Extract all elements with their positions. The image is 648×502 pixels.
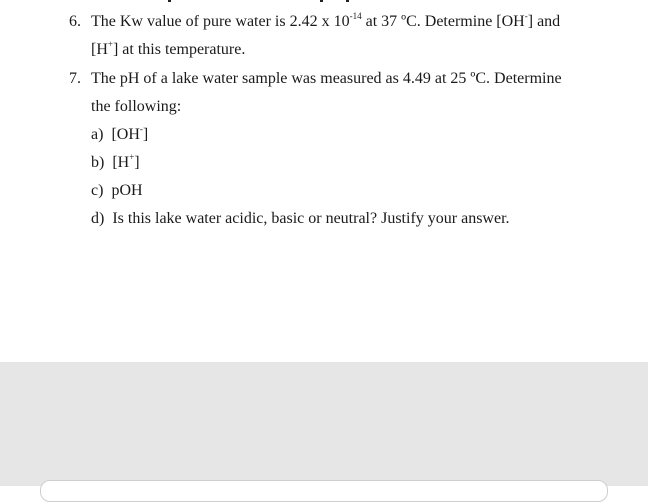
q6-text-c: ] and bbox=[527, 13, 561, 30]
q6-h-text: [H bbox=[91, 41, 108, 58]
part-b bbox=[91, 153, 140, 173]
part-c-label: c) bbox=[91, 182, 104, 199]
part-a-label: a) bbox=[91, 126, 104, 143]
question-7-line-1: The pH of a lake water sample was measured as 4.49 at 25 ºC. Determine bbox=[91, 70, 562, 87]
part-a-bracket: ] bbox=[142, 126, 149, 143]
part-b-charge: + bbox=[129, 151, 135, 162]
clipped-previous-line bbox=[90, 0, 390, 3]
question-6-line-2 bbox=[91, 40, 245, 60]
part-b-label: b) bbox=[91, 154, 105, 171]
q6-text-a: The Kw value of pure water is 2.42 x 10 bbox=[91, 13, 350, 30]
part-b-bracket: ] bbox=[134, 154, 140, 171]
q6-text-b: at 37 ºC. Determine [OH bbox=[361, 13, 525, 30]
q6-exponent: -14 bbox=[349, 10, 362, 21]
part-b-text: [H bbox=[112, 154, 130, 171]
question-6-number: 6. bbox=[69, 13, 81, 30]
answer-input-box[interactable] bbox=[40, 480, 608, 502]
q6-text-end: ] at this temperature. bbox=[112, 41, 246, 58]
part-a bbox=[91, 125, 148, 145]
q6-oh-charge: - bbox=[524, 10, 528, 21]
answer-area-background bbox=[0, 362, 648, 486]
part-a-text: [OH bbox=[111, 126, 140, 143]
part-d-text: Is this lake water acidic, basic or neutral? Justify your answer. bbox=[112, 210, 510, 227]
part-c bbox=[91, 181, 143, 201]
question-7-line-2: the following: bbox=[91, 98, 182, 115]
part-c-text: pOH bbox=[111, 182, 143, 199]
question-7-number: 7. bbox=[69, 70, 81, 87]
q6-h-charge: + bbox=[107, 38, 113, 49]
part-d bbox=[91, 209, 510, 229]
question-6-line-1 bbox=[91, 12, 560, 32]
part-a-charge: - bbox=[139, 123, 143, 134]
part-d-label: d) bbox=[91, 210, 105, 227]
